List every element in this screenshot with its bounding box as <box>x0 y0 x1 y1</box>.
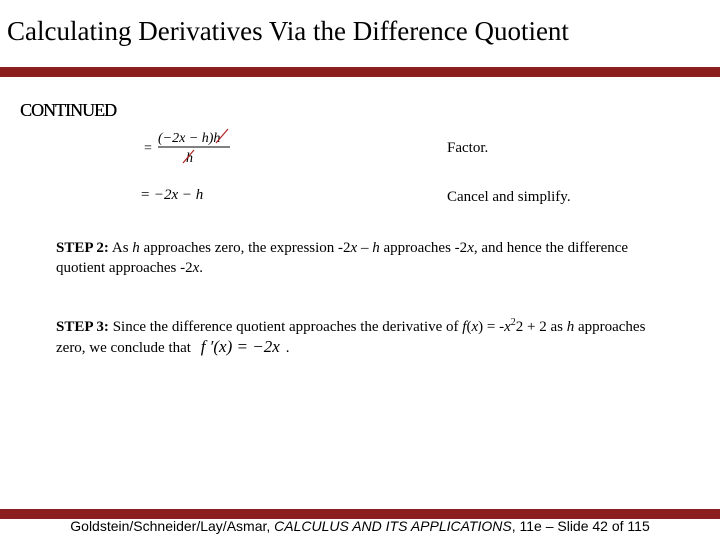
fraction-denominator: h <box>186 151 193 166</box>
step-3-paragraph: STEP 3: Since the difference quotient approaches the derivative of $f(x) = -x^22 + 2$ as h approaches zero, we conclude that f ′(x) = −2x . <box>56 317 646 356</box>
step-2-label: STEP 2: <box>56 240 109 256</box>
simplified-equation: = −2x − h <box>140 187 204 203</box>
step-3-label: STEP 3: <box>56 319 109 335</box>
top-divider <box>0 67 720 77</box>
slide-footer: Goldstein/Schneider/Lay/Asmar, CALCULUS AND ITS APPLICATIONS, 11e – Slide 42 of 115 <box>70 518 650 534</box>
derivative-result: f ′(x) = −2x <box>200 337 280 356</box>
note-cancel: Cancel and simplify. <box>447 189 571 205</box>
factor-equation <box>140 126 280 166</box>
step-2-paragraph: STEP 2: As h approaches zero, the expression -2x – h approaches -2x, and hence the difference quotient approaches -2x. <box>56 240 629 276</box>
equals-sign: = <box>144 141 152 156</box>
note-factor: Factor. <box>447 140 489 156</box>
fraction-numerator: (−2x − h)h <box>158 131 221 146</box>
slide-title: Calculating Derivatives Via the Difference Quotient <box>7 16 569 46</box>
continued-label: CONTINUED <box>20 100 116 120</box>
